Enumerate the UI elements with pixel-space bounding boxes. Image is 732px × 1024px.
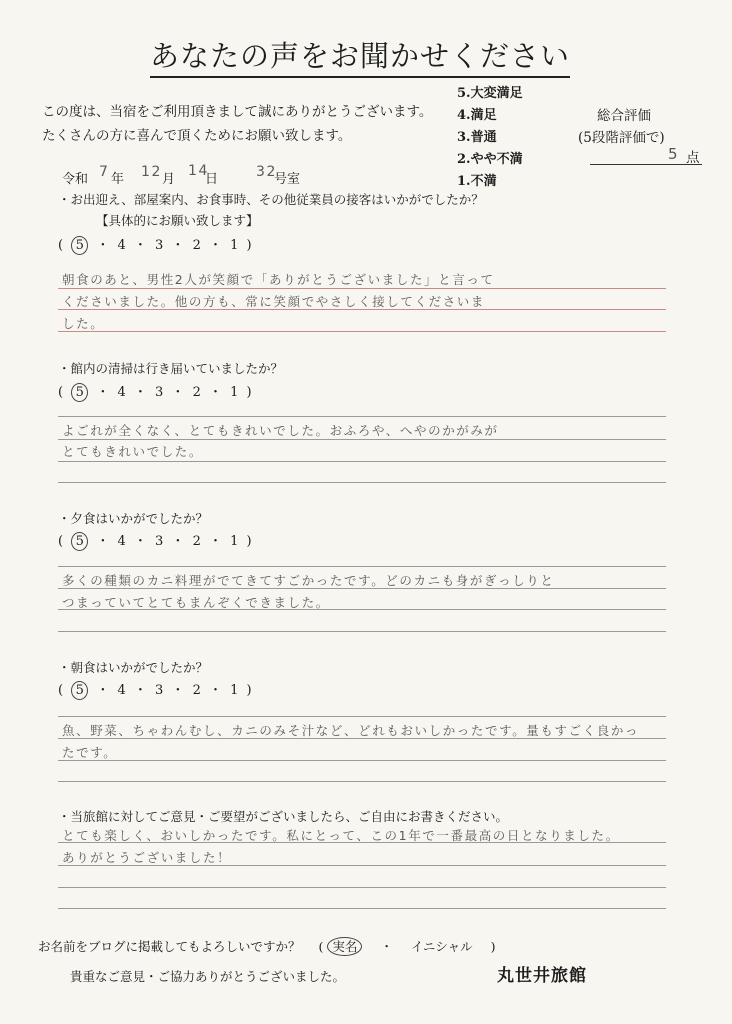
question-2-rating: ( 5 ・ 4 ・ 3 ・ 2 ・ 1 ) bbox=[58, 385, 254, 400]
answer-line bbox=[58, 288, 666, 289]
scale-item-2: 2.やや不満 bbox=[457, 152, 523, 167]
date-month-unit: 月 bbox=[162, 172, 176, 187]
blog-option-real-name: 実名 bbox=[327, 937, 362, 956]
answer-line bbox=[58, 331, 666, 332]
question-1-note: 【具体的にお願い致します】 bbox=[96, 213, 259, 228]
thanks-message: 貴重なご意見・ご協力ありがとうございました。 bbox=[70, 969, 346, 984]
inn-name: 丸世井旅館 bbox=[497, 966, 587, 986]
scale-item-4: 4.満足 bbox=[457, 108, 497, 123]
answer-line bbox=[58, 461, 666, 462]
question-3-rating: ( 5 ・ 4 ・ 3 ・ 2 ・ 1 ) bbox=[58, 534, 254, 549]
answer-line bbox=[58, 416, 666, 417]
room-number: 32 bbox=[256, 164, 278, 180]
date-month: 12 bbox=[141, 164, 163, 180]
question-3-answer-line-2: つまっていてとてもまんぞくできました。 bbox=[62, 595, 330, 610]
question-3-text: ・夕食はいかがでしたか？ bbox=[58, 511, 209, 526]
question-1-answer-line-2: くださいました。他の方も、常に笑顔でやさしく接してくださいま bbox=[62, 294, 486, 309]
overall-label: 総合評価 bbox=[597, 108, 651, 124]
answer-line bbox=[58, 631, 666, 632]
answer-line bbox=[58, 566, 666, 567]
answer-line bbox=[58, 908, 666, 909]
answer-line bbox=[58, 887, 666, 888]
question-1-text: ・お出迎え、部屋案内、お食事時、その他従業員の接客はいかがでしたか？ bbox=[58, 192, 484, 207]
question-2-text: ・館内の清掃は行き届いていましたか？ bbox=[58, 361, 284, 376]
selected-rating-mark: 5 bbox=[71, 236, 88, 255]
question-4-text: ・朝食はいかがでしたか？ bbox=[58, 660, 209, 675]
blog-option-initials: イニシャル bbox=[410, 939, 473, 954]
date-day-unit: 日 bbox=[205, 172, 219, 187]
answer-line bbox=[58, 482, 666, 483]
selected-rating-mark: 5 bbox=[71, 681, 88, 700]
overall-sub: (5段階評価で) bbox=[578, 130, 665, 146]
question-5-answer-line-2: ありがとうございました！ bbox=[62, 850, 232, 865]
question-4-rating: ( 5 ・ 4 ・ 3 ・ 2 ・ 1 ) bbox=[58, 683, 254, 698]
question-1-answer-line-3: した。 bbox=[62, 316, 105, 331]
blog-question: お名前をブログに掲載してもよろしいですか？ bbox=[38, 939, 301, 954]
scale-item-5: 5.大変満足 bbox=[457, 86, 523, 101]
answer-line bbox=[58, 716, 666, 717]
date-year-unit: 年 bbox=[111, 172, 125, 187]
intro-line-1: この度は、当宿をご利用頂きまして誠にありがとうございます。 bbox=[42, 104, 433, 120]
question-4-answer-line-1: 魚、野菜、ちゃわんむし、カニのみそ汁など、どれもおいしかったです。量もすごく良かっ bbox=[62, 723, 640, 738]
form-title: あなたの声をお聞かせください bbox=[150, 38, 570, 78]
answer-line bbox=[58, 781, 666, 782]
question-5-answer-line-1: とても楽しく、おいしかったです。私にとって、この1年で一番最高の日となりました。 bbox=[62, 828, 620, 843]
blog-permission: お名前をブログに掲載してもよろしいですか？ ( 実名 ・ イニシャル ) bbox=[38, 939, 496, 954]
intro-line-2: たくさんの方に喜んで頂くためにお願い致します。 bbox=[42, 128, 352, 144]
question-5-text: ・当旅館に対してご意見・ご要望がございましたら、ご自由にお書きください。 bbox=[58, 809, 509, 824]
question-4-answer-line-2: たです。 bbox=[62, 745, 118, 760]
answer-line bbox=[58, 760, 666, 761]
date-day: 14 bbox=[188, 163, 210, 179]
selected-rating-mark: 5 bbox=[71, 383, 88, 402]
overall-unit: 点 bbox=[686, 150, 700, 166]
question-2-answer-line-2: とてもきれいでした。 bbox=[62, 444, 204, 459]
question-2-answer-line-1: よごれが全くなく、とてもきれいでした。おふろや、へやのかがみが bbox=[62, 423, 499, 438]
question-1-rating: ( 5 ・ 4 ・ 3 ・ 2 ・ 1 ) bbox=[58, 238, 254, 253]
scale-item-3: 3.普通 bbox=[457, 130, 497, 145]
answer-line bbox=[58, 439, 666, 440]
overall-score: 5 bbox=[668, 145, 678, 163]
date-year: 7 bbox=[99, 164, 110, 180]
date-era: 令和 bbox=[62, 172, 89, 187]
question-3-answer-line-1: 多くの種類のカニ料理がでてきてすごかったです。どのカニも身がぎっしりと bbox=[62, 573, 555, 588]
question-1-answer-line-1: 朝食のあと、男性2人が笑顔で「ありがとうございました」と言って bbox=[62, 272, 495, 287]
selected-rating-mark: 5 bbox=[71, 532, 88, 551]
room-unit: 号室 bbox=[274, 172, 301, 187]
scale-item-1: 1.不満 bbox=[457, 174, 497, 189]
